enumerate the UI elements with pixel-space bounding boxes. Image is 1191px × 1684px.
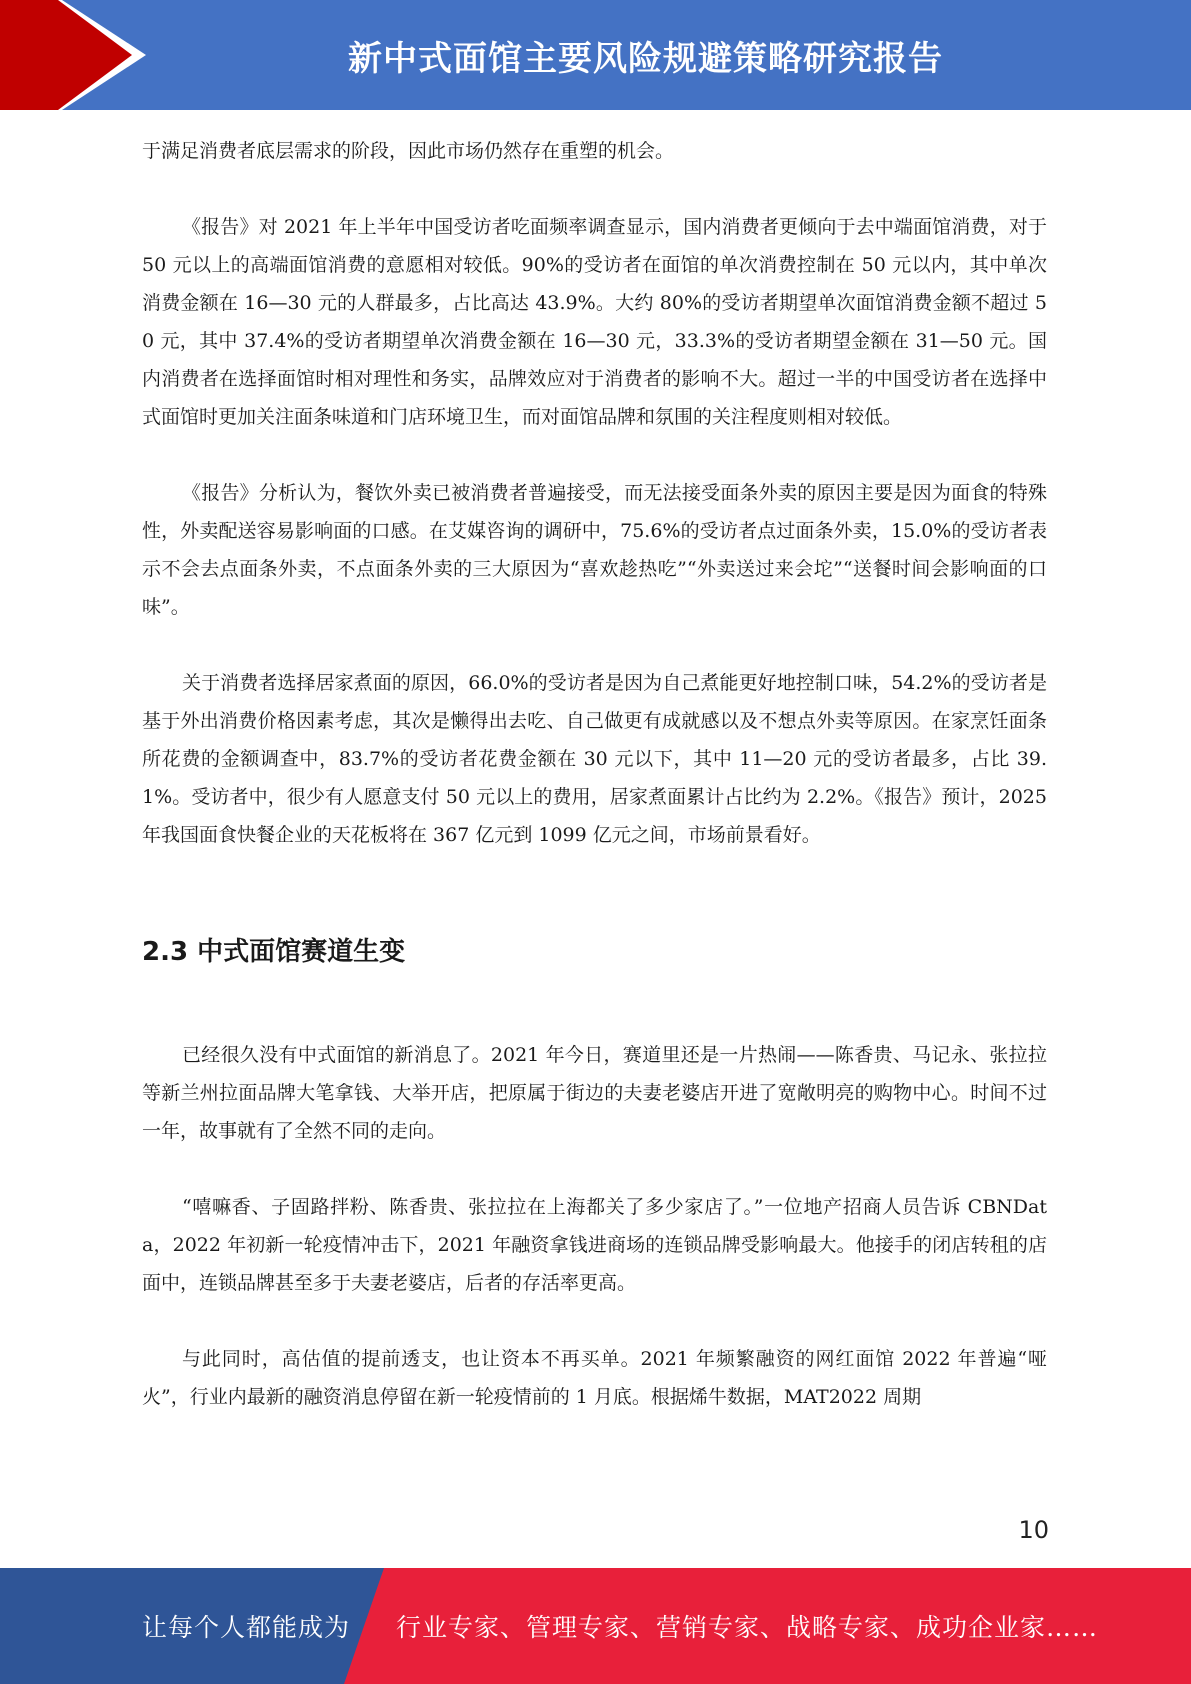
paragraph-5: 已经很久没有中式面馆的新消息了。2021 年今日，赛道里还是一片热闹——陈香贵、马记永、张拉拉等新兰州拉面品牌大笔拿钱、大举开店，把原属于街边的夫妻老婆店开进了宽敞明亮的购物中心。时间不过一年，故事就有了全然不同的走向。 [142, 1044, 1047, 1142]
paragraph-2: 《报告》对 2021 年上半年中国受访者吃面频率调查显示，国内消费者更倾向于去中端面馆消费，对于 50 元以上的高端面馆消费的意愿相对较低。90%的受访者在面馆的单次消费控制在 50 元以内，其中单次消费金额在 16—30 元的人群最多，占比高达 43.9%。大约 80%的受访者期望单次面馆消费金额不超过 50 元，其中 37.4%的受访者期望单次消费金额在 16—30 元，33.3%的受访者期望金额在 31—50 元。国内消费者在选择面馆时相对理性和务实，品牌效应对于消费者的影响不大。超过一半的中国受访者在选择中式面馆时更加关注面条味道和门店环境卫生，而对面馆品牌和氛围的关注程度则相对较低。 [142, 216, 1047, 428]
paragraph-7: 与此同时，高估值的提前透支，也让资本不再买单。2021 年频繁融资的网红面馆 2022 年普遍“哑火”，行业内最新的融资消息停留在新一轮疫情前的 1 月底。根据烯牛数据，MAT2022 周期 [142, 1348, 1047, 1408]
paragraph-1: 于满足消费者底层需求的阶段，因此市场仍然存在重塑的机会。 [142, 140, 675, 162]
footer-slogan-right: 行业专家、管理专家、营销专家、战略专家、成功企业家…… [396, 1613, 1099, 1642]
report-title: 新中式面馆主要风险规避策略研究报告 [348, 38, 943, 79]
footer-slogan-left: 让每个人都能成为 [142, 1613, 351, 1642]
paragraph-6: “嘻嘛香、子固路拌粉、陈香贵、张拉拉在上海都关了多少家店了。”一位地产招商人员告诉 CBNData，2022 年初新一轮疫情冲击下，2021 年融资拿钱进商场的连锁品牌受影响最大。他接手的闭店转租的店面中，连锁品牌甚至多于夫妻老婆店，后者的存活率更高。 [142, 1196, 1047, 1294]
footer-banner [0, 1568, 1191, 1684]
page-number: 10 [1018, 1516, 1049, 1544]
paragraph-3: 《报告》分析认为，餐饮外卖已被消费者普遍接受，而无法接受面条外卖的原因主要是因为面食的特殊性，外卖配送容易影响面的口感。在艾媒咨询的调研中，75.6%的受访者点过面条外卖，15.0%的受访者表示不会去点面条外卖，不点面条外卖的三大原因为“喜欢趁热吃”“外卖送过来会坨”“送餐时间会影响面的口味”。 [142, 482, 1047, 618]
page-content [142, 132, 1047, 1416]
paragraph-4: 关于消费者选择居家煮面的原因，66.0%的受访者是因为自己煮能更好地控制口味，54.2%的受访者是基于外出消费价格因素考虑，其次是懒得出去吃、自己做更有成就感以及不想点外卖等原因。在家烹饪面条所花费的金额调查中，83.7%的受访者花费金额在 30 元以下，其中 11—20 元的受访者最多，占比 39.1%。受访者中，很少有人愿意支付 50 元以上的费用，居家煮面累计占比约为 2.2%。《报告》预计，2025 年我国面食快餐企业的天花板将在 367 亿元到 1099 亿元之间，市场前景看好。 [142, 672, 1047, 846]
header-banner [0, 0, 1191, 110]
section-heading: 2.3 中式面馆赛道生变 [142, 937, 406, 967]
